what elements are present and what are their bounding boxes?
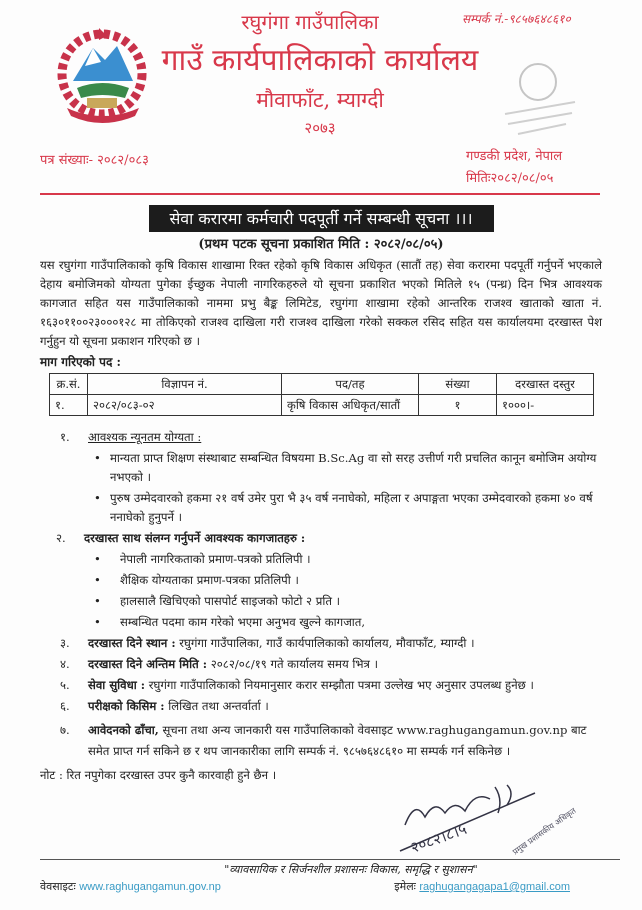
posts-table xyxy=(49,373,594,416)
province: गण्डकी प्रदेश, नेपाल xyxy=(466,149,563,164)
cell: १ xyxy=(419,395,497,416)
signature-designation: प्रमुख प्रशासकीय अधिकृत xyxy=(510,806,578,857)
letter-date: मितिः२०८२/०८/०५ xyxy=(466,171,554,186)
section-number: १. xyxy=(60,430,70,444)
website-link[interactable]: www.raghugangamun.gov.np xyxy=(79,881,221,893)
bullet-item: • मान्यता प्राप्त शिक्षण संस्थाबाट सम्बन्धित विषयमा B.Sc.Ag वा सो सरह उत्तीर्ण गरी प्रचलित कानून बमोजिम अयोग्य नभएको । xyxy=(60,449,600,487)
cell: कृषि विकास अधिकृत/सातौं xyxy=(282,395,419,416)
bullet-item: • पुरुष उम्मेदवारको हकमा २१ वर्ष उमेर पुरा भै ३५ वर्ष ननाघेको, महिला र अपाङ्गता भएका उम्मेदवारको हकमा ४० वर्ष ननाघेको हुनुपर्ने । xyxy=(60,489,600,527)
website-label: वेवसाइटः xyxy=(40,880,76,893)
email-link[interactable]: raghugangagapa1@gmail.com xyxy=(419,881,570,893)
header-divider xyxy=(40,193,600,195)
footer-website xyxy=(40,879,221,895)
section-text: रघुगंगा गाउँपालिकाको नियमानुसार करार सम्झौता पत्रमा उल्लेख भए अनुसार उपलब्ध हुनेछ । xyxy=(148,678,534,692)
section-number: ७. xyxy=(60,723,70,737)
established-year: २०७३ xyxy=(304,119,336,137)
cell: १०००।- xyxy=(497,395,594,416)
section-title: आवश्यक न्यूनतम योग्यता : xyxy=(88,430,202,444)
email-label: इमेलः xyxy=(394,880,416,893)
letter-reference-number: पत्र संख्याः- २०८२/०८३ xyxy=(40,153,149,168)
col-header: दरखास्त दस्तुर xyxy=(497,374,594,395)
section-6 xyxy=(60,697,600,716)
section-text: २०८२/०८/१९ गते कार्यालय समय भित्र । xyxy=(210,657,379,671)
section-number: ३. xyxy=(60,636,70,650)
section-7 xyxy=(60,720,600,762)
section-text: रघुगंगा गाउँपालिका, गाउँ कार्यपालिकाको कार्यालय, मौवाफाँट, म्याग्दी । xyxy=(179,636,475,650)
section-title: दरखास्त दिने स्थान : xyxy=(88,636,176,650)
signature-date: २०८२।८।५ xyxy=(408,819,470,857)
section-title: दरखास्त साथ संलग्न गर्नुपर्ने आवश्यक कागजातहरु : xyxy=(84,531,306,545)
municipality-name: रघुगंगा गाउँपालिका xyxy=(241,10,379,34)
notice-body: यस रघुगंगा गाउँपालिकाको कृषि विकास शाखामा रिक्त रहेको कृषि विकास अधिकृत (सातौं तह) सेवा करारमा पदपूर्ती गर्नुपर्ने भएकाले देहाय बमोजिमको योग्यता पुगेका ईच्छुक नेपाली नागरिकहरुले यो सूचना प्रकाशित भएको मितिले १५ (पन्ध्र) दिन भित्र आवश्यक कागजात सहित यस गाउँपालिकाको नाममा प्रभु बैङ्क लिमिटेड, रघुगंगा शाखामा रहेको आन्तरिक राजश्व खाताको खाता नं. १६३०११००२३०००१२८ मा तोकिएको राजश्व दाखिला गरी राजश्व दाखिला गरेको सक्कल रसिद सहित यस कार्यालयमा दरखास्त पेश गर्नुहुन यो सूचना प्रकाशन गरिएको छ । xyxy=(40,258,602,348)
note: नोट : रित नपुगेका दरखास्त उपर कुनै कारवाही हुने छैन । xyxy=(40,768,277,782)
cell: २०८२/०८३-०२ xyxy=(88,395,282,416)
section-4 xyxy=(60,655,600,674)
notice-title: सेवा करारमा कर्मचारी पदपूर्ती गर्ने सम्बन्धी सूचना ।।। xyxy=(149,205,494,232)
table-row xyxy=(50,395,594,416)
section-title: सेवा सुविधा : xyxy=(88,678,146,692)
section-title: दरखास्त दिने अन्तिम मिति : xyxy=(88,657,208,671)
footer-contact-row xyxy=(40,879,570,895)
signature xyxy=(395,785,595,857)
col-header: संख्या xyxy=(419,374,497,395)
footer-tagline: "व्यावसायिक र सिर्जनशील प्रशासनः विकास, समृद्धि र सुशासन" xyxy=(224,863,478,876)
office-stamp xyxy=(500,58,580,143)
col-header: क्र.सं. xyxy=(50,374,88,395)
bullet-item: • नेपाली नागरिकताको प्रमाण-पत्रको प्रतिलिपी । xyxy=(60,550,600,569)
office-location: मौवाफाँट, म्याग्दी xyxy=(256,88,384,112)
nepal-emblem-logo xyxy=(55,26,150,126)
section-title: परीक्षको किसिम : xyxy=(88,699,165,713)
requirements-list xyxy=(56,428,600,762)
col-header: विज्ञापन नं. xyxy=(88,374,282,395)
section-5 xyxy=(60,676,600,695)
section-text: सूचना तथा अन्य जानकारी यस गाउँपालिकाको वेवसाइट www.raghugangamun.gov.np बाट समेत प्राप्त गर्न सकिने छ र थप जानकारीका लागि सम्पर्क नं. ९८५७६४८६१० मा सम्पर्क गर्न सकिनेछ । xyxy=(88,723,587,758)
bullet-item: • शैक्षिक योग्यताका प्रमाण-पत्रका प्रतिलिपी । xyxy=(60,571,600,590)
section-title: आवेदनको ढाँचा, xyxy=(88,723,159,737)
bullet-item: • हालसालै खिचिएको पासपोर्ट साइजको फोटो २ प्रति । xyxy=(60,592,600,611)
section-number: ५. xyxy=(60,678,70,692)
section-1 xyxy=(60,428,600,447)
notice-content xyxy=(40,205,602,895)
contact-number: सम्पर्क नं.-९८५७६४८६१० xyxy=(462,12,571,26)
section-number: ६. xyxy=(60,699,70,713)
col-header: पद/तह xyxy=(282,374,419,395)
table-header-row xyxy=(50,374,594,395)
section-2 xyxy=(56,529,600,548)
footer-email xyxy=(394,879,570,895)
section-number: ४. xyxy=(60,657,70,671)
office-name: गाउँ कार्यपालिकाको कार्यालय xyxy=(161,43,479,78)
section-3 xyxy=(60,634,600,653)
section-number: २. xyxy=(56,531,66,545)
section-text: लिखित तथा अन्तर्वार्ता । xyxy=(168,699,269,713)
cell: १. xyxy=(50,395,88,416)
posts-label: माग गरिएको पद : xyxy=(40,355,121,369)
footer-divider xyxy=(40,859,620,860)
notice-subtitle: (प्रथम पटक सूचना प्रकाशित मिति : २०८२/०८/०५) xyxy=(198,237,444,252)
bullet-item: • सम्बन्धित पदमा काम गरेको भएमा अनुभव खुल्ने कागजात, xyxy=(60,613,600,632)
